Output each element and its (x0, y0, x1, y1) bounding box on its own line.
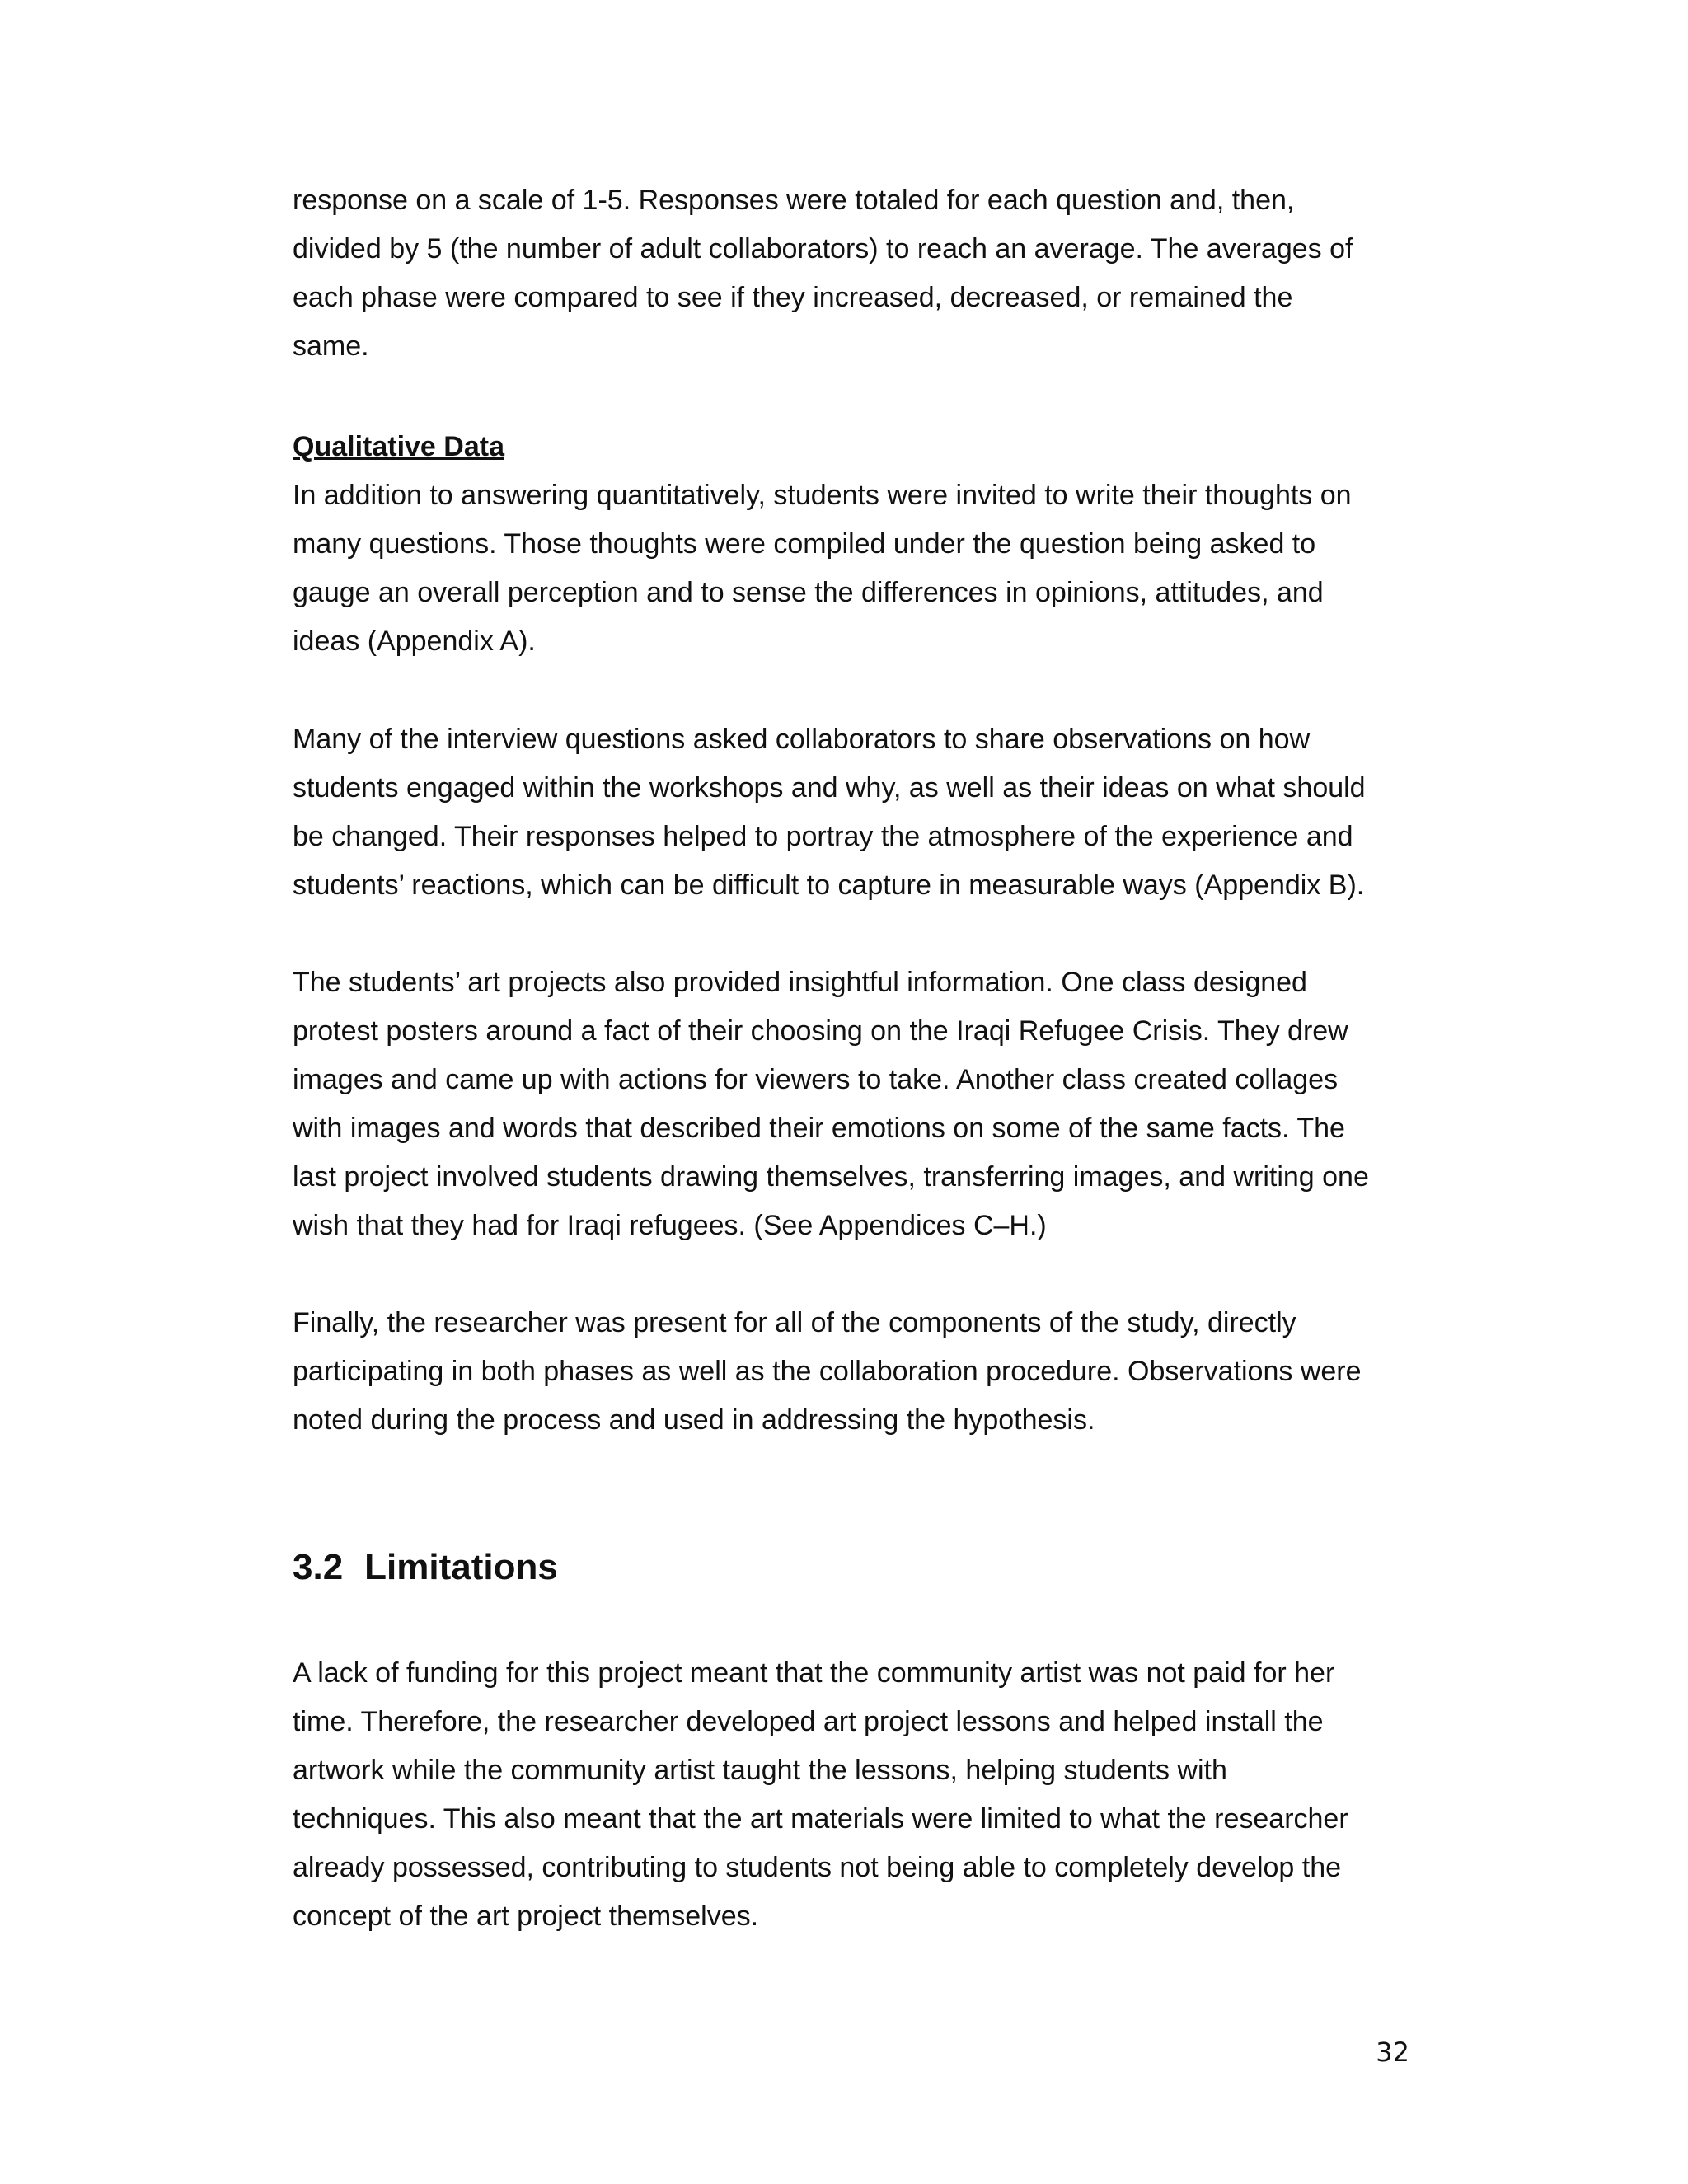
paragraph-funding-limitations (293, 1649, 1397, 1941)
text-line: images and came up with actions for viewers to take. Another class created collages (293, 1064, 1339, 1095)
text-line: The students’ art projects also provided insightful information. One class designed (293, 967, 1307, 998)
text-line: with images and words that described their emotions on some of the same facts. The (293, 1113, 1345, 1144)
text-line: gauge an overall perception and to sense the differences in opinions, attitudes, and (293, 577, 1324, 608)
paragraph-researcher-presence (293, 1299, 1397, 1445)
section-title: Limitations (364, 1547, 558, 1587)
text-line: wish that they had for Iraqi refugees. (See Appendices C–H.) (293, 1210, 1047, 1241)
paragraph-interview-questions (293, 715, 1397, 910)
text-line: divided by 5 (the number of adult collaborators) to reach an average. The averages of (293, 233, 1353, 265)
text-line: response on a scale of 1-5. Responses were totaled for each question and, then, (293, 185, 1295, 216)
paragraph-scoring-method (293, 176, 1397, 371)
paragraph-art-projects (293, 958, 1397, 1250)
text-line: students engaged within the workshops and why, as well as their ideas on what should (293, 772, 1366, 804)
section-heading-limitations (293, 1543, 558, 1592)
text-line: already possessed, contributing to students not being able to completely develop the (293, 1852, 1342, 1883)
section-number: 3.2 (293, 1547, 344, 1587)
text-line: time. Therefore, the researcher developed art project lessons and helped install the (293, 1706, 1324, 1737)
text-line: participating in both phases as well as the collaboration procedure. Observations were (293, 1356, 1362, 1387)
subheading-qualitative-data: Qualitative Data (293, 431, 504, 462)
text-line: techniques. This also meant that the art materials were limited to what the researcher (293, 1803, 1348, 1835)
text-line: ideas (Appendix A). (293, 626, 536, 657)
text-line: concept of the art project themselves. (293, 1900, 759, 1932)
text-line: In addition to answering quantitatively, students were invited to write their thoughts on (293, 480, 1352, 511)
text-line: same. (293, 330, 369, 362)
text-line: noted during the process and used in addressing the hypothesis. (293, 1404, 1095, 1436)
text-line: students’ reactions, which can be difficult to capture in measurable ways (Appendix B). (293, 869, 1365, 901)
text-line: many questions. Those thoughts were compiled under the question being asked to (293, 528, 1316, 560)
text-line: artwork while the community artist taught the lessons, helping students with (293, 1755, 1227, 1786)
text-line: each phase were compared to see if they increased, decreased, or remained the (293, 282, 1293, 313)
text-line: Finally, the researcher was present for all of the components of the study, directly (293, 1307, 1296, 1338)
text-line: A lack of funding for this project meant that the community artist was not paid for her (293, 1657, 1335, 1689)
text-line: be changed. Their responses helped to portray the atmosphere of the experience and (293, 821, 1353, 852)
text-line: last project involved students drawing themselves, transferring images, and writing one (293, 1161, 1369, 1193)
page-number: 32 (1376, 2036, 1409, 2068)
paragraph-student-thoughts (293, 471, 1397, 666)
text-line: protest posters around a fact of their choosing on the Iraqi Refugee Crisis. They drew (293, 1015, 1348, 1047)
text-line: Many of the interview questions asked collaborators to share observations on how (293, 724, 1311, 755)
